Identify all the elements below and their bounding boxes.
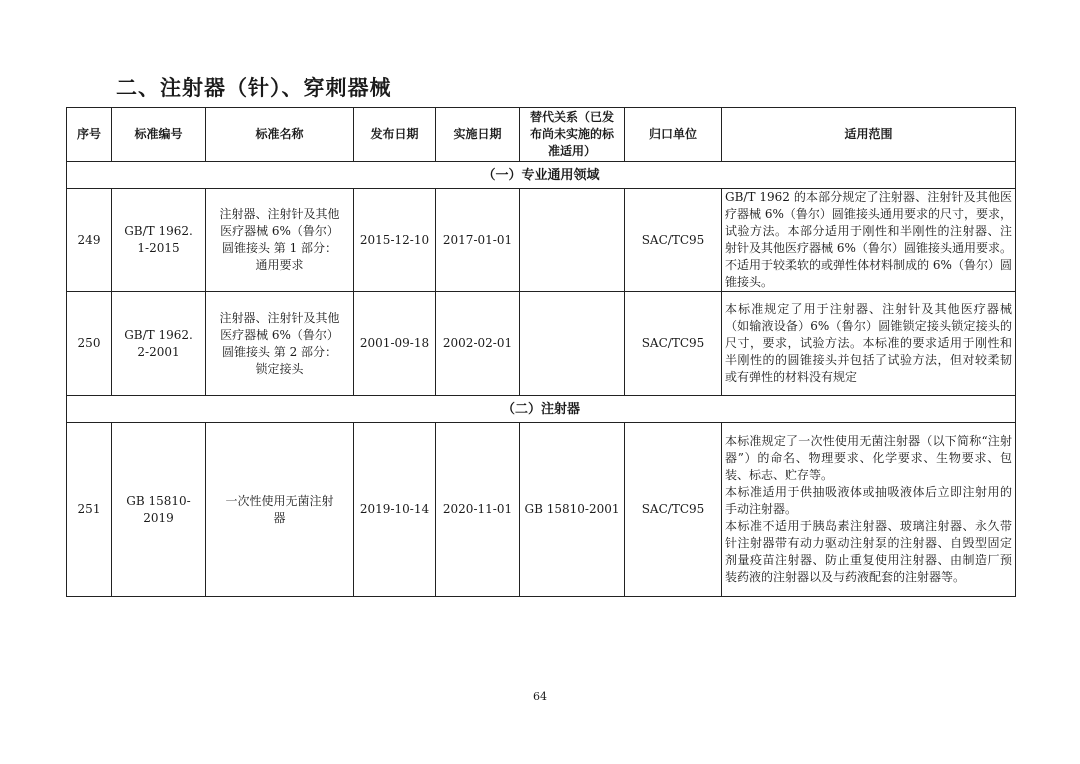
section-label: （一）专业通用领域 [67,162,1016,189]
scope-paragraph: 本标准适用于供抽吸液体或抽吸液体后立即注射用的手动注射器。 [725,485,1012,516]
cell-seq: 250 [67,292,112,396]
header-code: 标准编号 [112,108,206,162]
standards-table [66,107,1016,597]
page-title: 二、注射器（针）、穿刺器械 [116,76,392,100]
cell-replacement [520,189,625,292]
cell-scope: GB/T 1962 的本部分规定了注射器、注射针及其他医疗器械 6%（鲁尔）圆锥接头通用要求的尺寸，要求，试验方法。本部分适用于刚性和半刚性的注射器、注射针及其他医疗器械 6%（鲁尔）圆锥接头通用要求。不适用于较柔软的或弹性体材料制成的 6%（鲁尔）圆锥接头。 [722,189,1016,292]
cell-unit: SAC/TC95 [625,292,722,396]
section-row [67,396,1016,423]
cell-impl-date: 2020-11-01 [436,423,520,597]
page-number: 64 [533,690,547,703]
table-header-row [67,108,1016,162]
cell-seq: 249 [67,189,112,292]
cell-pub-date: 2019-10-14 [354,423,436,597]
cell-pub-date: 2015-12-10 [354,189,436,292]
table-row [67,423,1016,597]
cell-replacement [520,292,625,396]
cell-code: GB/T 1962.1-2015 [112,189,206,292]
header-pub-date: 发布日期 [354,108,436,162]
scope-paragraph: 本标准规定了一次性使用无菌注射器（以下简称“注射器”）的命名、物理要求、化学要求、生物要求、包装、标志、贮存等。 [725,434,1012,482]
table-row [67,292,1016,396]
cell-seq: 251 [67,423,112,597]
cell-unit: SAC/TC95 [625,189,722,292]
section-row [67,162,1016,189]
cell-scope: 本标准规定了用于注射器、注射针及其他医疗器械（如输液设备）6%（鲁尔）圆锥锁定接头锁定接头的尺寸，要求，试验方法。本标准的要求适用于刚性和半刚性的的圆锥接头并包括了试验方法，但对较柔韧或有弹性的材料没有规定 [722,292,1016,396]
cell-replacement: GB 15810-2001 [520,423,625,597]
cell-name: 注射器、注射针及其他医疗器械 6%（鲁尔）圆锥接头 第 2 部分：锁定接头 [206,292,354,396]
cell-code: GB/T 1962.2-2001 [112,292,206,396]
cell-impl-date: 2002-02-01 [436,292,520,396]
cell-name: 一次性使用无菌注射器 [206,423,354,597]
header-impl-date: 实施日期 [436,108,520,162]
header-scope: 适用范围 [722,108,1016,162]
header-name: 标准名称 [206,108,354,162]
header-replacement: 替代关系（已发布尚未实施的标准适用） [520,108,625,162]
cell-unit: SAC/TC95 [625,423,722,597]
cell-scope [722,423,1016,597]
section-label: （二）注射器 [67,396,1016,423]
cell-pub-date: 2001-09-18 [354,292,436,396]
header-seq: 序号 [67,108,112,162]
cell-code: GB 15810-2019 [112,423,206,597]
cell-name: 注射器、注射针及其他医疗器械 6%（鲁尔）圆锥接头 第 1 部分：通用要求 [206,189,354,292]
table-row [67,189,1016,292]
cell-impl-date: 2017-01-01 [436,189,520,292]
scope-paragraph: 本标准不适用于胰岛素注射器、玻璃注射器、永久带针注射器带有动力驱动注射泵的注射器、自毁型固定剂量疫苗注射器、防止重复使用注射器、由制造厂预装药液的注射器以及与药液配套的注射器等。 [725,519,1012,584]
header-unit: 归口单位 [625,108,722,162]
